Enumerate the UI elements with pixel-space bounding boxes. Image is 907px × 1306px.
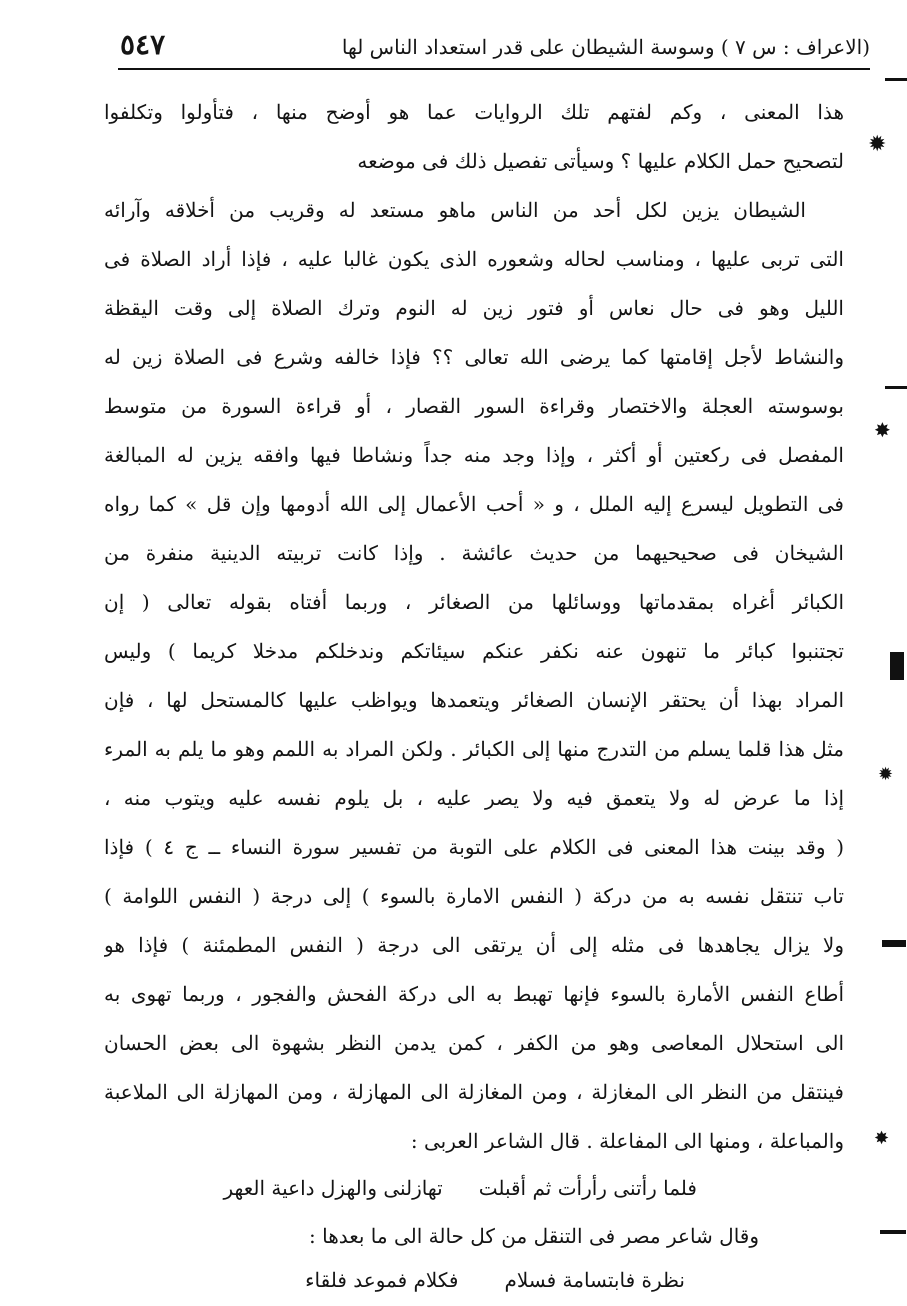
- text-line: المفصل فى ركعتين أو أكثر ، وإذا وجد منه جداً ونشاطا فيها وافقه يزين له المبالغة: [104, 443, 844, 467]
- verse-second-hemistich: فكلام فموعد فلقاء: [305, 1268, 459, 1292]
- margin-mark: [882, 940, 906, 947]
- paragraph-start-line: الشيطان يزين لكل أحد من الناس ماهو مستعد له وقريب من أخلاقه وآرائه: [104, 198, 806, 222]
- body-text: [104, 88, 844, 1166]
- ink-blot-icon: ✸: [874, 418, 891, 442]
- text-line: الى استحلال المعاصى وهو من الكفر ، كمن يدمن النظر بشهوة الى بعض الحسان: [104, 1031, 844, 1055]
- margin-mark: [885, 386, 907, 389]
- text-line: هذا المعنى ، وكم لفتهم تلك الروايات عما هو أوضح منها ، فتأولوا وتكلفوا: [104, 100, 844, 124]
- margin-mark: [880, 1230, 906, 1234]
- verse-second-hemistich: تهازلنى والهزل داعية العهر: [223, 1176, 443, 1200]
- verse-intro: وقال شاعر مصر فى التنقل من كل حالة الى ما بعدها :: [309, 1224, 759, 1248]
- running-title: (الاعراف : س ٧ ) وسوسة الشيطان على قدر استعداد الناس لها: [341, 35, 870, 59]
- text-line: الشيخان فى صحيحيهما من حديث عائشة . وإذا كانت تربيته الدينية منفرة من: [104, 541, 844, 565]
- text-line: ( وقد بينت هذا المعنى فى الكلام على التوبة من تفسير سورة النساء ــ ج ٤ ) فإذا: [104, 835, 844, 859]
- verse-first-hemistich: فلما رأتنى رأرأت ثم أقبلت: [478, 1176, 697, 1200]
- ink-blot-icon: ✹: [878, 764, 894, 785]
- text-line: والمباعلة ، ومنها الى المفاعلة . قال الشاعر العربى :: [410, 1129, 844, 1153]
- text-line: فينتقل من النظر الى المغازلة ، ومن المغازلة الى المهازلة ، ومن المهازلة الى الملاعبة: [104, 1080, 844, 1104]
- page-header: [118, 28, 870, 66]
- text-line: تاب تنتقل نفسه به من دركة ( النفس الامارة بالسوء ) إلى درجة ( النفس اللوامة ): [104, 884, 844, 908]
- text-line: التى تربى عليها ، ومناسب لحاله وشعوره الذى يكون غالبا عليه ، فإذا أراد الصلاة فى: [104, 247, 844, 271]
- ink-blot-icon: ✸: [874, 1128, 890, 1149]
- text-line: بوسوسته العجلة والاختصار وقراءة السور القصار ، أو قراءة السورة من متوسط: [104, 394, 844, 418]
- margin-mark: [885, 78, 907, 81]
- page-number: ٥٤٧: [120, 28, 166, 61]
- text-line: الكبائر أغراه بمقدماتها ووسائلها من الصغائر ، وربما أفتاه بقوله تعالى ( إن: [104, 590, 844, 614]
- verse-first-hemistich: نظرة فابتسامة فسلام: [504, 1268, 685, 1292]
- text-line: المراد بهذا أن يحتقر الإنسان الصغائر ويتعمدها ويواظب عليها كالمستحل لها ، فإن: [104, 688, 844, 712]
- text-line: ولا يزال يجاهدها فى مثله إلى أن يرتقى الى درجة ( النفس المطمئنة ) فإذا هو: [104, 933, 844, 957]
- poem-verse-2: [305, 1260, 685, 1300]
- margin-mark: [890, 652, 904, 680]
- ink-blot-icon: ✹: [868, 132, 887, 157]
- text-line: مثل هذا قلما يسلم من التدرج منها إلى الكبائر . ولكن المراد به اللمم وهو ما يلم به المرء: [104, 737, 844, 761]
- poem-verse-1: [223, 1168, 697, 1208]
- header-rule: [118, 68, 870, 70]
- text-line: فى التطويل ليسرع إليه الملل ، و « أحب الأعمال إلى الله أدومها وإن قل » كما رواه: [104, 492, 844, 516]
- text-line: الليل وهو فى حال نعاس أو فتور زين له النوم وترك الصلاة إلى وقت اليقظة: [104, 296, 844, 320]
- text-line: لتصحيح حمل الكلام عليها ؟ وسيأتى تفصيل ذلك فى موضعه: [357, 149, 844, 173]
- text-line: إذا ما عرض له ولا يتعمق فيه ولا يصر عليه ، بل يلوم نفسه عليه ويتوب منه ،: [104, 786, 844, 810]
- text-line: والنشاط لأجل إقامتها كما يرضى الله تعالى ؟؟ فإذا خالفه وشرع فى الصلاة زين له: [104, 345, 844, 369]
- text-line: أطاع النفس الأمارة بالسوء فإنها تهبط به الى دركة الفحش والفجور ، وربما تهوى به: [104, 982, 844, 1006]
- text-line: تجتنبوا كبائر ما تنهون عنه نكفر عنكم سيئاتكم وندخلكم مدخلا كريما ) وليس: [104, 639, 844, 663]
